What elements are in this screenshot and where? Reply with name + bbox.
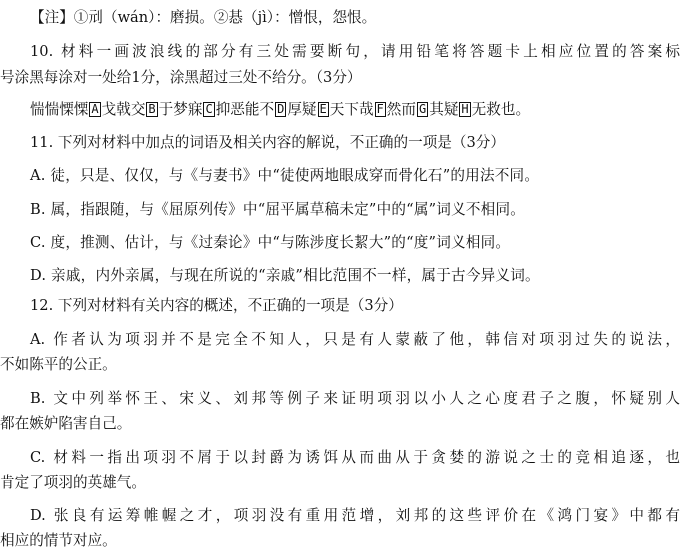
break-mark-c: C: [205, 102, 213, 116]
q12-option-b-line2: 都在嫉妒陷害自己。: [0, 415, 132, 432]
q12-option-a-line1: A. 作者认为项羽并不是完全不知人，只是有人蒙蔽了他，韩信对项羽过失的说法，: [30, 331, 680, 348]
q12-option-c-line1: C. 材料一指出项羽不屑于以封爵为诱饵从而曲从于贪婪的游说之士的竞相追逐，也: [30, 449, 680, 466]
break-mark-b: B: [148, 102, 156, 116]
passage-seg: 其疑: [429, 101, 459, 118]
passage-seg: 抑恶能不: [215, 101, 275, 118]
break-mark-d: D: [277, 102, 285, 116]
passage-seg: 惴惴慄慄: [30, 101, 89, 118]
q12-option-d-line2: 相应的情节对应。: [0, 532, 117, 549]
q11-option-b: B. 属，指跟随，与《屈原列传》中“屈平属草稿未定”中的“属”词义不相同。: [30, 201, 526, 218]
annotation-note: 【注】①刓（wán）：磨损。②惎（jì）：憎恨，怨恨。: [30, 9, 377, 26]
q12-option-c-line2: 肯定了项羽的英雄气。: [0, 474, 146, 491]
q11-option-c: C. 度，推测、估计，与《过秦论》中“与陈涉度长絜大”的“度”词义相同。: [30, 234, 511, 251]
passage-seg: 厚疑: [287, 101, 317, 118]
passage-seg: 戈戟交: [101, 101, 146, 118]
q12-stem: 12. 下列对材料有关内容的概述，不正确的一项是（3分）: [30, 297, 403, 314]
passage-seg: 天下哉: [329, 101, 374, 118]
break-mark-f: F: [376, 102, 384, 116]
q11-option-d: D. 亲戚，内外亲属，与现在所说的“亲戚”相比范围不一样，属于古今异义词。: [30, 267, 540, 284]
q10-stem-line2: 号涂黑每涂对一处给1分，涂黑超过三处不给分。（3分）: [0, 69, 362, 86]
q11-option-a: A. 徒，只是、仅仅，与《与妻书》中“徒使两地眼成穿而骨化石”的用法不同。: [30, 167, 540, 184]
passage-seg: 于梦寐: [158, 101, 203, 118]
break-mark-a: A: [91, 102, 99, 116]
q10-stem-line1: 10. 材料一画波浪线的部分有三处需要断句，请用铅笔将答题卡上相应位置的答案标: [30, 43, 680, 60]
q11-stem: 11. 下列对材料中加点的词语及相关内容的解说，不正确的一项是（3分）: [30, 134, 505, 151]
q12-option-a-line2: 不如陈平的公正。: [0, 356, 117, 373]
q12-option-d-line1: D. 张良有运筹帷幄之才，项羽没有重用范增，刘邦的这些评价在《鸿门宴》中都有: [30, 507, 680, 524]
passage-seg: 无救也。: [471, 101, 531, 118]
break-mark-h: H: [461, 102, 469, 116]
break-mark-g: G: [418, 102, 427, 116]
passage-seg: 然而: [386, 101, 416, 118]
q12-option-b-line1: B. 文中列举怀王、宋义、刘邦等例子来证明项羽以小人之心度君子之腹，怀疑别人: [30, 390, 680, 407]
q10-passage: [0, 100, 693, 120]
break-mark-e: E: [319, 102, 327, 116]
